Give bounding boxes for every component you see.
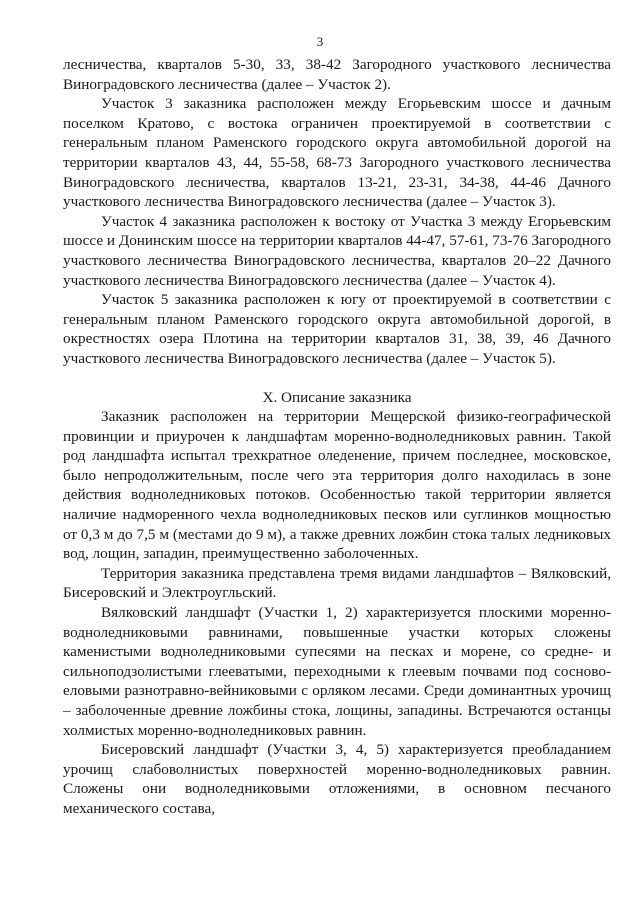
paragraph-plot-3: Участок 3 заказника расположен между Егорьевским шоссе и дачным поселком Кратово, с востока ограничен проектируемой в соответствии с генеральным планом Раменского городского округа автомобильной дорогой на территории кварталов 43, 44, 55-58, 68-73 Загородного участкового лесничества Виноградовского лесничества, кварталов 13-21, 23-31, 34-38, 44-46 Дачного участкового лесничества Виноградовского лесничества (далее – Участок 3). [63,95,611,211]
document-body [63,55,611,819]
paragraph-biserovsky-landscape: Бисеровский ландшафт (Участки 3, 4, 5) характеризуется преобладанием урочищ слабоволнистых поверхностей моренно-водноледниковых равнин. Сложены они водноледниковыми отложениями, в основном песчаного механического состава, [63,741,611,817]
paragraph-landscape-types: Территория заказника представлена тремя видами ландшафтов – Вялковский, Бисеровский и Электроугльский. [63,564,611,602]
page-number: 3 [316,34,324,49]
section-heading: X. Описание заказника [262,388,412,406]
paragraph-plot-4: Участок 4 заказника расположен к востоку от Участка 3 между Егорьевским шоссе и Донинским шоссе на территории кварталов 44-47, 57-61, 73-76 Загородного участкового лесничества Виноградовского лесничества, кварталов 20–22 Дачного участкового лесничества Виноградовского лесничества (далее – Участок 4). [63,212,611,289]
paragraph-continuation: лесничества, кварталов 5-30, 33, 38-42 Загородного участкового лесничества Виноградовского лесничества (далее – Участок 2). [63,56,611,93]
paragraph-vyalkovsky-landscape: Вялковский ландшафт (Участки 1, 2) характеризуется плоскими моренно-водноледниковыми равнинами, повышенные участки которых сложены каменистыми водноледниковыми супесями на песках и морене, со средне- и сильноподзолистыми глееватыми, переходными к глеевым почвами под сосново-еловыми разнотравно-вейниковыми с орляком лесами. Среди доминантных урочищ – заболоченные древние ложбины стока, лощины, западины. Встречаются останцы холмистых моренно-водноледниковых равнин. [63,604,611,739]
paragraph-description-intro: Заказник расположен на территории Мещерской физико-географической провинции и приурочен к ландшафтам моренно-водноледниковых равнин. Такой род ландшафта испытал трехкратное оледенение, причем последнее, московское, было непродолжительным, после чего эта территория долго находилась в зоне действия водноледниковых потоков. Особенностью такой территории является наличие надморенного чехла водноледниковых песков или суглинков мощностью от 0,3 м до 7,5 м (местами до 9 м), а также древних ложбин стока талых ледниковых вод, лощин, западин, преимущественно заболоченных. [63,408,611,563]
paragraph-plot-5: Участок 5 заказника расположен к югу от проектируемой в соответствии с генеральным планом Раменского городского округа автомобильной дорогой, в окрестностях озера Плотина на территории кварталов 31, 38, 39, 46 Дачного участкового лесничества Виноградовского лесничества (далее – Участок 5). [63,291,611,367]
